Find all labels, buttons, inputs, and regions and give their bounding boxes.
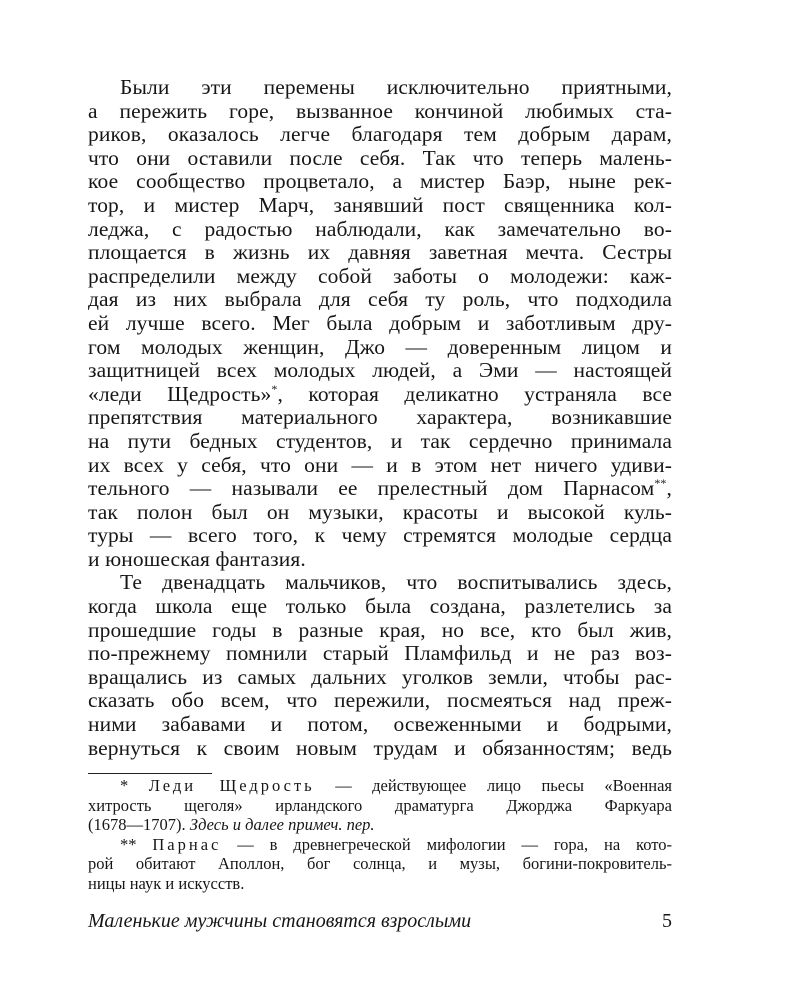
footnotes bbox=[88, 776, 672, 894]
text-line: и юношеская фантазия. bbox=[88, 546, 306, 571]
text-line: защитницей всех молодых людей, а Эми — настоящей bbox=[88, 358, 672, 383]
text-line: Были эти перемены исключительно приятными, bbox=[120, 75, 672, 99]
text-line: так полон был он музыки, красоты и высокой куль- bbox=[88, 499, 672, 524]
text-line: площается в жизнь их давняя заветная мечта. Сестры bbox=[88, 240, 672, 265]
body-text bbox=[88, 76, 672, 760]
translator-note: Здесь и далее примеч. пер. bbox=[189, 815, 375, 835]
footnote-term-2: Парнас bbox=[152, 834, 222, 854]
text-line: Те двенадцать мальчиков, что воспитывались здесь, bbox=[120, 570, 672, 595]
text-line bbox=[88, 477, 672, 501]
footnote-1-line: хитрость щеголя» ирландского драматурга Джорджа Фаркуара bbox=[88, 795, 672, 815]
text-line: их всех у себя, что они — и в этом нет ничего удиви- bbox=[88, 452, 672, 477]
text-line: вращались из самых дальних уголков земли, чтобы рас- bbox=[88, 664, 672, 689]
text-line: кое сообщество процветало, а мистер Баэр, ныне рек- bbox=[88, 169, 672, 194]
text-line bbox=[88, 383, 672, 407]
text-line: что они оставили после себя. Так что теперь малень- bbox=[88, 145, 672, 170]
text-line: ними забавами и потом, освеженными и бодрыми, bbox=[88, 712, 672, 737]
text-line: по-прежнему помнили старый Пламфильд и не раз воз- bbox=[88, 641, 672, 666]
text-line: тор, и мистер Марч, занявший пост священника кол- bbox=[88, 192, 672, 217]
footnote-ref-1: * bbox=[271, 381, 278, 396]
footnote-1-line bbox=[88, 776, 672, 796]
footnote-2-line: рой обитают Аполлон, бог солнца, и музы, богини-покровитель- bbox=[88, 854, 672, 874]
footnote-text: — действующее лицо пьесы «Военная bbox=[335, 776, 673, 795]
text-line: леджа, с радостью наблюдали, как замечательно во- bbox=[88, 216, 672, 241]
text-line: дая из них выбрала для себя ту роль, что подходила bbox=[88, 287, 672, 312]
text-line: а пережить горе, вызванное кончиной любимых ста- bbox=[88, 98, 672, 123]
footnote-marker-1: * bbox=[120, 776, 129, 795]
footnote-marker-2: ** bbox=[120, 834, 137, 854]
footnote-1-line bbox=[88, 815, 672, 835]
footnote-text: — в древнегреческой мифологии — гора, на кото- bbox=[237, 834, 672, 854]
running-title: Маленькие мужчины становятся взрослыми bbox=[88, 910, 472, 932]
text-line: сказать обо всем, что пережили, посмеяться над преж- bbox=[88, 688, 672, 713]
text-line: распределили между собой заботы о молодежи: каж- bbox=[88, 263, 672, 288]
footnote-text: (1678—1707). bbox=[88, 815, 186, 835]
text-line: препятствия материального характера, возникавшие bbox=[88, 405, 672, 430]
text-fragment: тельного — называли ее прелестный дом Парнасом bbox=[88, 476, 655, 501]
running-footer bbox=[88, 907, 672, 935]
footnote-ref-2: ** bbox=[654, 476, 667, 491]
text-line: прошедшие годы в разные края, но все, кто был жив, bbox=[88, 617, 672, 642]
text-line: на пути бедных студентов, и так сердечно принимала bbox=[88, 428, 672, 453]
text-line: вернуться к своим новым трудам и обязанностям; ведь bbox=[88, 735, 672, 760]
text-fragment: , которая деликатно устраняла все bbox=[277, 381, 672, 406]
text-line: риков, оказалось легче благодаря тем добрым дарам, bbox=[88, 122, 672, 147]
footnote-term-1: Леди Щедрость bbox=[148, 776, 315, 795]
footnote-2-line bbox=[88, 835, 672, 855]
text-fragment: , bbox=[666, 476, 672, 501]
footnote-divider bbox=[88, 773, 212, 774]
footnote-2-line: ницы наук и искусств. bbox=[88, 873, 245, 893]
text-line: ей лучше всего. Мег была добрым и заботливым дру- bbox=[88, 310, 672, 335]
text-line: когда школа еще только была создана, разлетелись за bbox=[88, 594, 672, 619]
text-line: гом молодых женщин, Джо — доверенным лицом и bbox=[88, 334, 672, 359]
text-line: туры — всего того, к чему стремятся молодые сердца bbox=[88, 523, 672, 548]
page-number: 5 bbox=[662, 910, 672, 932]
lady-bounty-term: «леди Щедрость» bbox=[88, 381, 272, 406]
